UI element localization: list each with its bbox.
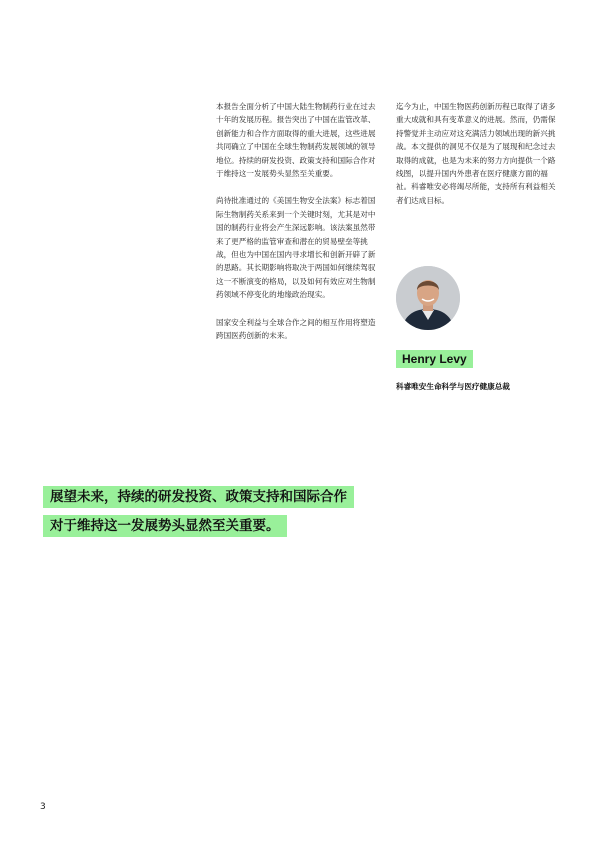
body-paragraph: 迄今为止，中国生物医药创新历程已取得了诸多重大成就和具有变革意义的进展。然而，仍需保持警觉并主动应对这充满活力领域出现的新兴挑战。本文提供的洞见不仅是为了展现和纪念过去取得的成就，也是为未来的努力方向提供一个路线图，以提升国内外患者在医疗健康方面的福祉。科睿唯安必将竭尽所能，支持所有利益相关者们达成目标。 — [396, 102, 556, 205]
body-paragraph: 本报告全面分析了中国大陆生物制药行业在过去十年的发展历程。报告突出了中国在监管改革、创新能力和合作方面取得的重大进展，这些进展共同确立了中国在全球生物制药发展领域的领导地位。持续的研发投资、政策支持和国际合作对于维持这一发展势头显然至关重要。 — [216, 102, 376, 179]
body-paragraph: 国家安全利益与全球合作之间的相互作用将塑造跨国医药创新的未来。 — [216, 317, 376, 341]
left-text-column — [216, 100, 380, 357]
right-text-column — [396, 100, 556, 221]
author-name: Henry Levy — [396, 350, 473, 368]
body-paragraph: 尚待批准通过的《美国生物安全法案》标志着国际生物制药关系来到一个关键时刻，尤其是对中国的制药行业将会产生深远影响。该法案虽然带来了更严格的监管审查和潜在的贸易壁垒等挑战，但也为中国在国内寻求增长和创新开辟了新的思路。其长期影响将取决于两国如何继续驾驭这一不断演变的格局，以及如何有效应对生物制药领域不停变化的地缘政治现实。 — [216, 196, 376, 300]
page-number: 3 — [40, 802, 46, 812]
author-portrait — [396, 266, 460, 330]
pull-quote-line: 展望未来，持续的研发投资、政策支持和国际合作 — [43, 486, 354, 508]
pull-quote-line: 对于维持这一发展势头显然至关重要。 — [43, 515, 287, 537]
portrait-image — [396, 266, 460, 330]
author-title: 科睿唯安生命科学与医疗健康总裁 — [396, 382, 510, 391]
